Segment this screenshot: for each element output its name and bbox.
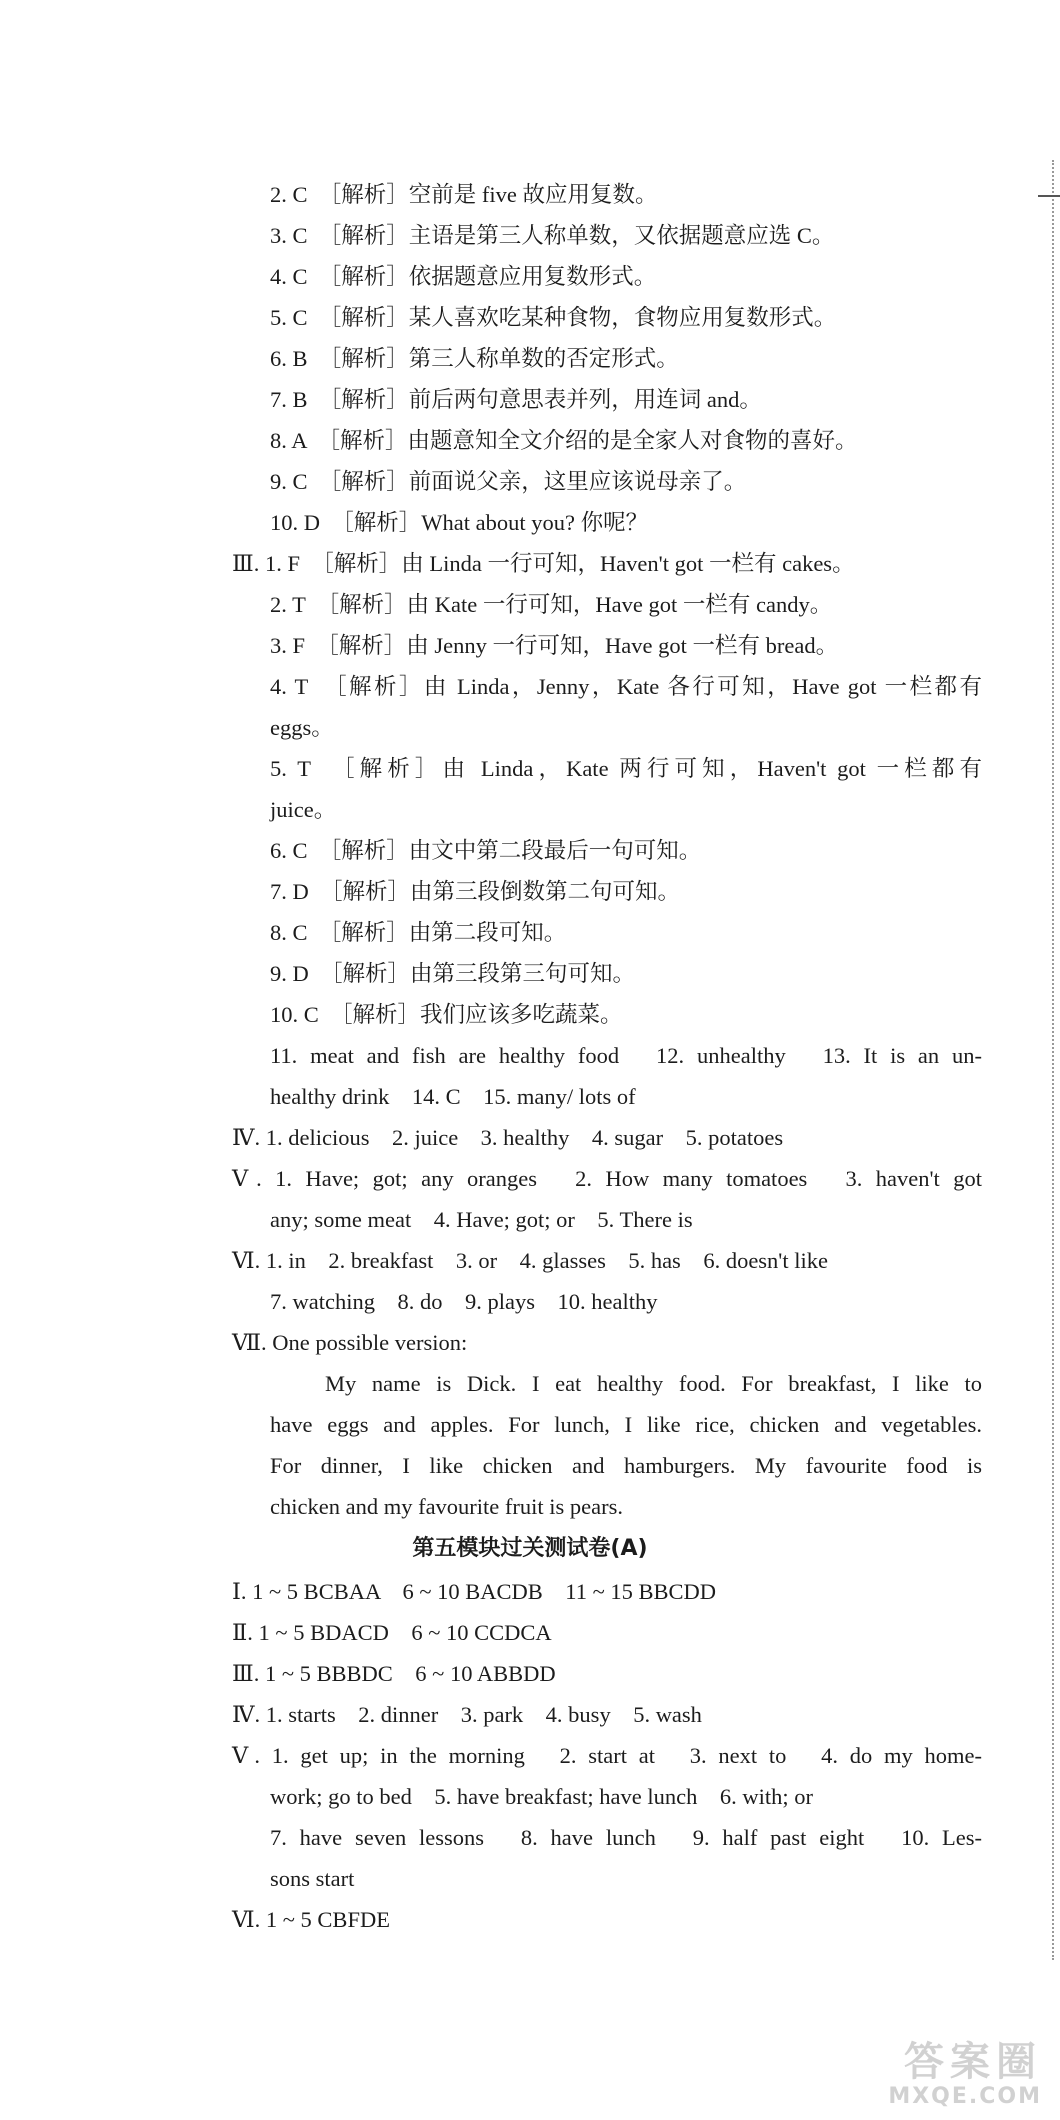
answer-line: 8. A ［解析］由题意知全文介绍的是全家人对食物的喜好。: [270, 428, 858, 453]
essay-line: chicken and my favourite fruit is pears.: [270, 1494, 624, 1519]
essay-line: My name is Dick. I eat healthy food. For breakfast, I like to: [325, 1371, 982, 1396]
watermark-url: MXQE.COM: [888, 2084, 1042, 2109]
answer-line: 2. T ［解析］由 Kate 一行可知，Have got 一栏有 candy。: [270, 592, 833, 617]
answer-line: 8. C ［解析］由第二段可知。: [270, 920, 567, 945]
answer-line: 10. C ［解析］我们应该多吃蔬菜。: [270, 1002, 623, 1027]
watermark-text: 答案圈: [904, 2039, 1042, 2085]
section-iii-line: Ⅲ. 1. F ［解析］由 Linda 一行可知，Haven't got 一栏有 cakes。: [232, 551, 855, 576]
section-iv-line: Ⅳ. 1. starts 2. dinner 3. park 4. busy 5. wash: [232, 1702, 702, 1727]
section-ii-line: Ⅱ. 1 ~ 5 BDACD 6 ~ 10 CCDCA: [232, 1620, 552, 1645]
section-v-line: Ⅴ. 1. Have; got; any oranges 2. How many tomatoes 3. haven't got: [232, 1166, 982, 1191]
page-edge-tick: [1038, 195, 1060, 197]
section-i-line: Ⅰ. 1 ~ 5 BCBAA 6 ~ 10 BACDB 11 ~ 15 BBCDD: [232, 1579, 717, 1604]
answer-line: juice。: [270, 797, 337, 822]
answer-line: 5. T ［解析］由 Linda，Kate 两行可知，Haven't got 一栏都有: [270, 756, 982, 781]
answer-line: 4. T ［解析］由 Linda，Jenny，Kate 各行可知，Have got 一栏都有: [270, 674, 982, 699]
page-edge-dashes: [1052, 160, 1054, 1960]
answer-line: 7. watching 8. do 9. plays 10. healthy: [270, 1289, 658, 1314]
answer-line: 9. C ［解析］前面说父亲，这里应该说母亲了。: [270, 469, 747, 494]
section-vii-line: Ⅶ. One possible version:: [232, 1330, 468, 1355]
answer-line: 3. C ［解析］主语是第三人称单数，又依据题意应选 C。: [270, 223, 835, 248]
answer-line: 6. B ［解析］第三人称单数的否定形式。: [270, 346, 679, 371]
answer-line: 3. F ［解析］由 Jenny 一行可知，Have got 一栏有 bread。: [270, 633, 839, 658]
answer-line: 11. meat and fish are healthy food 12. unhealthy 13. It is an un-: [270, 1043, 982, 1068]
section-vi-line: Ⅵ. 1. in 2. breakfast 3. or 4. glasses 5. has 6. doesn't like: [232, 1248, 828, 1273]
section-v-line: Ⅴ. 1. get up; in the morning 2. start at 3. next to 4. do my home-: [232, 1743, 982, 1768]
section-vi-line: Ⅵ. 1 ~ 5 CBFDE: [232, 1907, 390, 1932]
answer-line: 7. have seven lessons 8. have lunch 9. half past eight 10. Les-: [270, 1825, 982, 1850]
essay-line: have eggs and apples. For lunch, I like rice, chicken and vegetables.: [270, 1412, 982, 1437]
answer-line: 10. D ［解析］What about you? 你呢？: [270, 510, 649, 535]
answer-line: 7. D ［解析］由第三段倒数第二句可知。: [270, 879, 680, 904]
answer-line: healthy drink 14. C 15. many/ lots of: [270, 1084, 636, 1109]
watermark-logo: [832, 2030, 1042, 2110]
answer-line: 9. D ［解析］由第三段第三句可知。: [270, 961, 635, 986]
answer-line: 4. C ［解析］依据题意应用复数形式。: [270, 264, 657, 289]
answer-line: 6. C ［解析］由文中第二段最后一句可知。: [270, 838, 702, 863]
answer-line: 7. B ［解析］前后两句意思表并列，用连词 and。: [270, 387, 762, 412]
answer-line: work; go to bed 5. have breakfast; have lunch 6. with; or: [270, 1784, 813, 1809]
module-heading: 第五模块过关测试卷(A): [412, 1536, 648, 1561]
answer-line: any; some meat 4. Have; got; or 5. There is: [270, 1207, 693, 1232]
section-iv-line: Ⅳ. 1. delicious 2. juice 3. healthy 4. sugar 5. potatoes: [232, 1125, 784, 1150]
answer-line: 5. C ［解析］某人喜欢吃某种食物，食物应用复数形式。: [270, 305, 837, 330]
answer-line: 2. C ［解析］空前是 five 故应用复数。: [270, 182, 658, 207]
essay-line: For dinner, I like chicken and hamburgers. My favourite food is: [270, 1453, 982, 1478]
answer-line: eggs。: [270, 715, 334, 740]
answer-line: sons start: [270, 1866, 355, 1891]
section-iii-line: Ⅲ. 1 ~ 5 BBBDC 6 ~ 10 ABBDD: [232, 1661, 556, 1686]
